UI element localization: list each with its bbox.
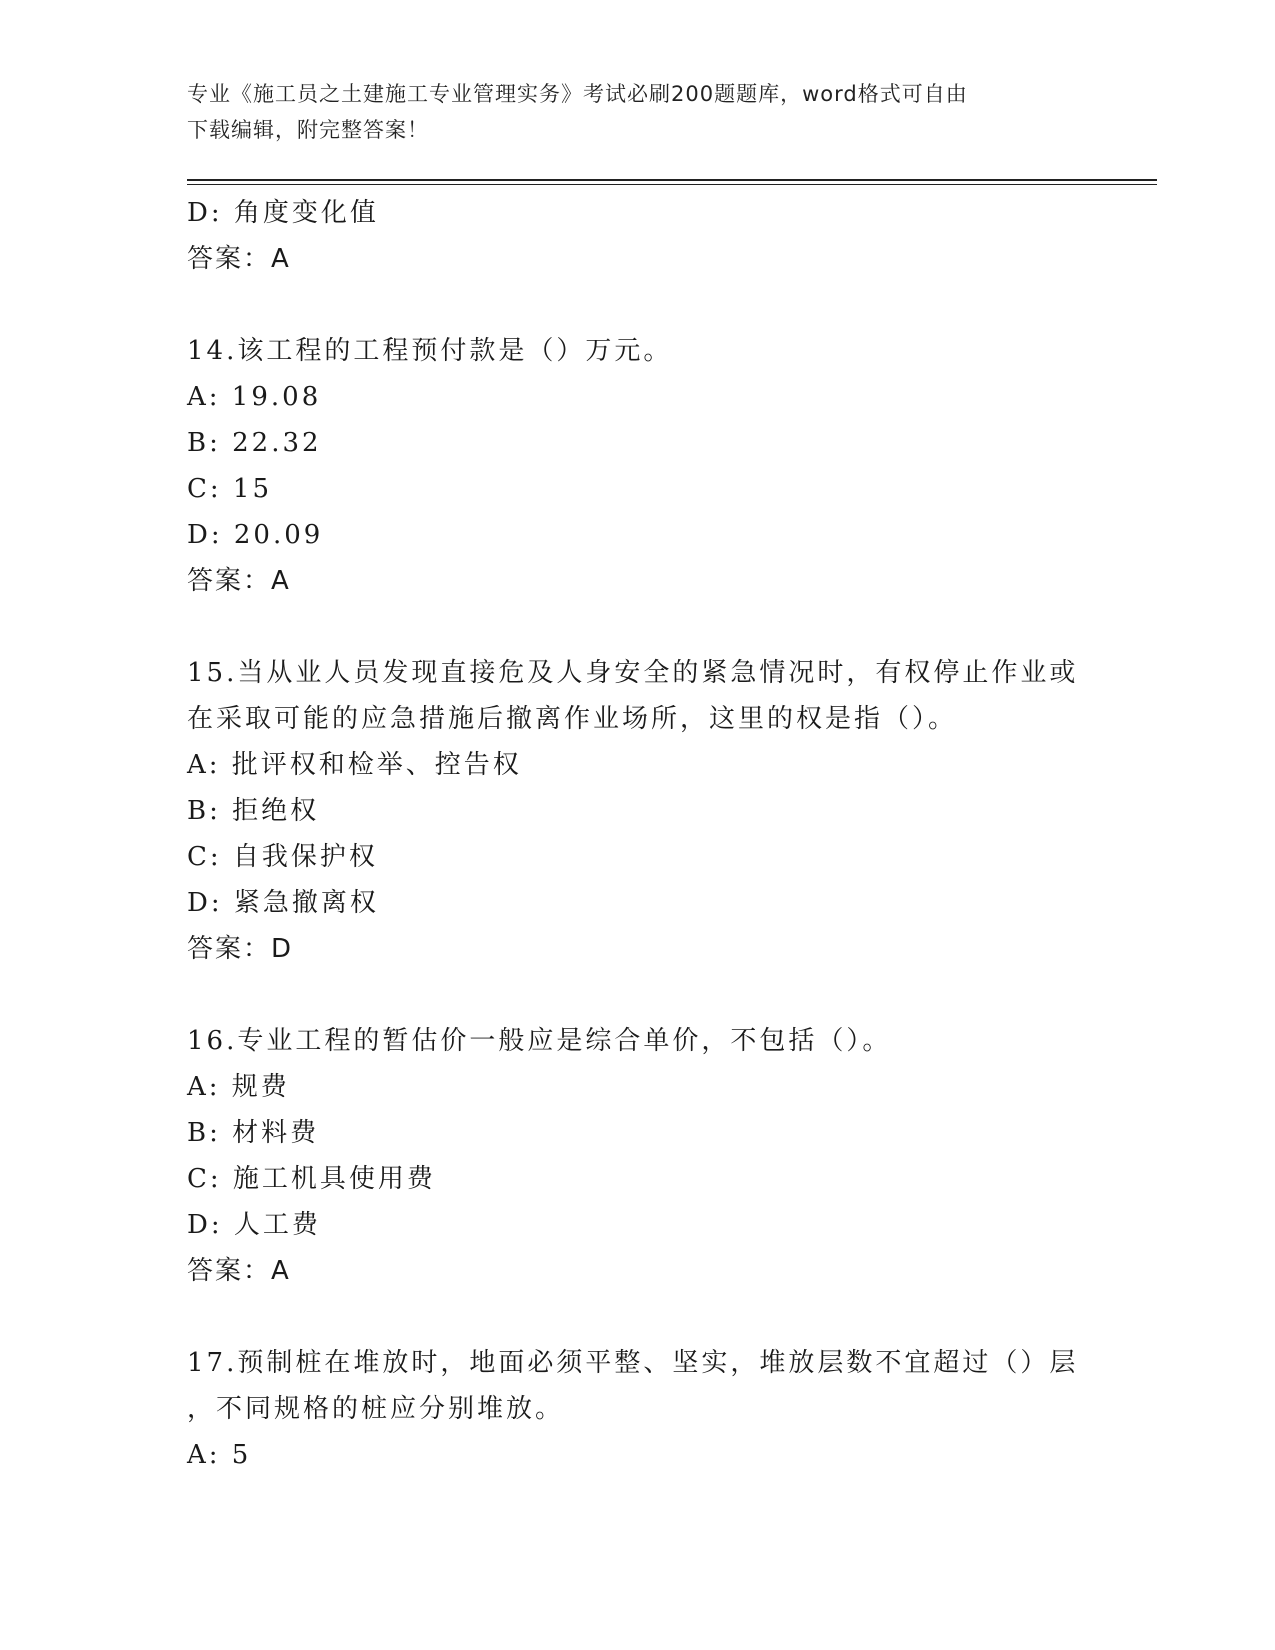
document-header: [187, 76, 1067, 148]
q15-option-c: C: 自我保护权: [187, 842, 378, 872]
q17-text-line-2: ，不同规格的桩应分别堆放。: [187, 1394, 565, 1424]
spacer: [187, 282, 1087, 328]
q16-answer: 答案：A: [187, 1256, 291, 1286]
q16-text: 16.专业工程的暂估价一般应是综合单价，不包括（）。: [187, 1026, 892, 1056]
q13-option-d: D: 角度变化值: [187, 198, 379, 228]
spacer: [187, 1294, 1087, 1340]
q16-option-c: C: 施工机具使用费: [187, 1164, 436, 1194]
spacer: [187, 972, 1087, 1018]
header-line-2: 下载编辑，附完整答案！: [187, 118, 429, 142]
q14-option-d: D: 20.09: [187, 520, 324, 550]
q17-text-line-1: 17.预制桩在堆放时，地面必须平整、坚实，堆放层数不宜超过（）层: [187, 1348, 1079, 1378]
q16-option-a: A: 规费: [187, 1072, 290, 1102]
q14-answer: 答案：A: [187, 566, 291, 596]
q14-option-a: A: 19.08: [187, 382, 322, 412]
header-rule-thick: [187, 179, 1157, 181]
q13-answer: 答案：A: [187, 244, 291, 274]
q15-answer: 答案：D: [187, 934, 294, 964]
document-body: [187, 190, 1087, 1478]
q15-option-d: D: 紧急撤离权: [187, 888, 379, 918]
q16-option-d: D: 人工费: [187, 1210, 321, 1240]
header-line-1: 专业《施工员之土建施工专业管理实务》考试必刷200题题库，word格式可自由: [187, 82, 968, 106]
q15-option-b: B: 拒绝权: [187, 796, 320, 826]
q16-option-b: B: 材料费: [187, 1118, 320, 1148]
q15-text-line-2: 在采取可能的应急措施后撤离作业场所，这里的权是指（）。: [187, 704, 958, 734]
q15-text-line-1: 15.当从业人员发现直接危及人身安全的紧急情况时，有权停止作业或: [187, 658, 1079, 688]
spacer: [187, 604, 1087, 650]
header-rule-thin: [187, 184, 1157, 185]
q14-option-b: B: 22.32: [187, 428, 322, 458]
q17-option-a: A: 5: [187, 1440, 252, 1470]
q14-text: 14.该工程的工程预付款是（）万元。: [187, 336, 673, 366]
q14-option-c: C: 15: [187, 474, 273, 504]
q15-option-a: A: 批评权和检举、控告权: [187, 750, 522, 780]
